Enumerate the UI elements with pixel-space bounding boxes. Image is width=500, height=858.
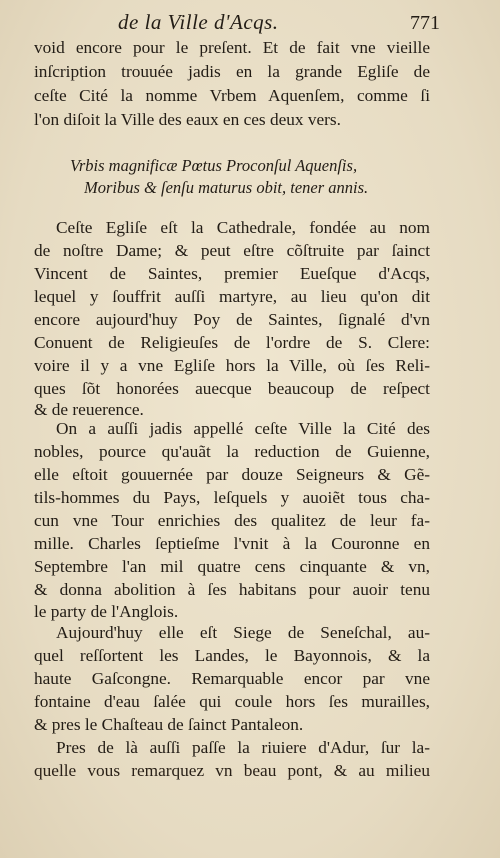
text-line: l'on diſoit la Ville des eaux en ces deux vers. [34,110,341,129]
text-line: mille. Charles ſeptieſme l'vnit à la Couronne en [34,534,430,553]
text-line: lequel y ſouffrit auſſi martyre, au lieu qu'on dit [34,287,430,306]
text-line: le party de l'Anglois. [34,602,179,621]
verse-line: Moribus & ſenſu maturus obit, tener annis. [84,178,369,197]
text-line: & de reuerence. [34,400,144,419]
text-line: void encore pour le preſent. Et de fait vne vieille [34,38,430,57]
text-line: cun vne Tour enrichies des qualitez de leur fa- [34,511,430,530]
text-line: Vincent de Saintes, premier Eueſque d'Acqs, [34,264,430,283]
text-line: Conuent de Religieuſes de l'ordre de S. Clere: [34,333,430,352]
text-line: Pres de là auſſi paſſe la riuiere d'Adur, ſur la- [56,738,430,757]
text-line: Ceſte Egliſe eſt la Cathedrale, fondée au nom [56,218,430,237]
text-line: Aujourd'huy elle eſt Siege de Seneſchal, au- [56,623,430,642]
text-line: nobles, pource qu'auãt la reduction de Guienne, [34,442,430,461]
page-number: 771 [410,12,440,34]
text-line: haute Gaſcongne. Remarquable encor par vne [34,669,430,688]
text-line: Septembre l'an mil quatre cens cinquante & vn, [34,557,430,576]
text-line: ceſte Cité la nomme Vrbem Aquenſem, comme ſi [34,86,430,105]
running-head: de la Ville d'Acqs. [118,10,279,34]
text-line: On a auſſi jadis appellé ceſte Ville la Cité des [56,419,430,438]
verse-line: Vrbis magnificæ Pœtus Proconſul Aquenſis, [70,156,358,175]
text-line: voire il y a vne Egliſe hors la Ville, où ſes Reli- [34,356,430,375]
text-line: de noſtre Dame; & peut eſtre cõſtruite par ſainct [34,241,430,260]
text-line: tils-hommes du Pays, leſquels y auoiẽt tous cha- [34,488,430,507]
text-line: elle eſtoit gouuernée par douze Seigneurs & Gẽ- [34,465,430,484]
text-line: inſcription trouuée jadis en la grande Egliſe de [34,62,430,81]
text-line: & donna abolition à ſes habitans pour auoir tenu [34,580,430,599]
text-line: ques ſõt honorées auecque beaucoup de reſpect [34,379,430,398]
text-line: quel reſſortent les Landes, le Bayonnois, & la [34,646,430,665]
text-line: encore aujourd'huy Poy de Saintes, ſignalé d'vn [34,310,430,329]
text-line: fontaine d'eau ſalée qui coule hors ſes murailles, [34,692,430,711]
text-line: quelle vous remarquez vn beau pont, & au milieu [34,761,430,780]
text-line: & pres le Chaſteau de ſainct Pantaleon. [34,715,304,734]
